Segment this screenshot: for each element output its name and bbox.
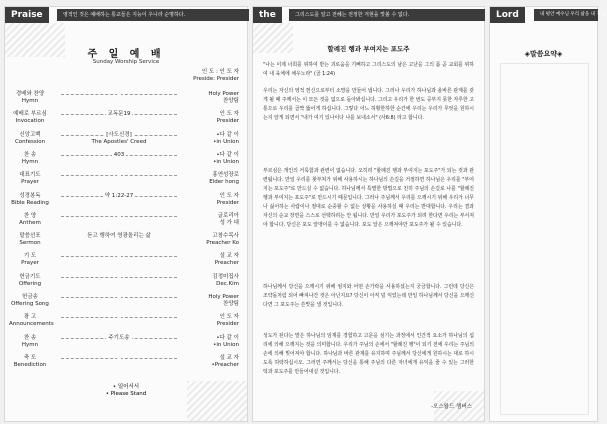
order-item-leader-ko: 인 도 자 bbox=[219, 192, 239, 199]
panel-header bbox=[5, 7, 247, 23]
order-item-leader-en: •in Union bbox=[213, 138, 239, 145]
order-item-en: Bible Reading bbox=[11, 199, 49, 206]
presider-ko: 인 도 : 인 도 자 bbox=[201, 69, 239, 75]
stand-note-ko: • 일어서서 bbox=[112, 384, 140, 390]
order-item-leader bbox=[183, 253, 239, 267]
order-item-en: Announcements bbox=[9, 321, 54, 328]
paragraph-3: 부르심은 개인의 거룩함과 관련이 없습니다. 오히려 "할례진 행과 부여지는 포도주"가 되는 것과 관련됩니다. 만일 우리를 찾부쳐가 위해 사용하시는 하나님의 손길을 거절하면 하나님은 우리를 "부여지는 포도주"로 만드실 수 없습니다. 하나님께서 특별한 방법으로 친히 주님의 손길로 나를 "할례진 행과 부여지는 포도주"로 만드시기 때문입니다. 그러나 주님께서 우리를 으깨시기 위해 우리가 너무나 싫어하는 사람이나 절대로 순종할 수 없는 상황을 사용하실 때 우리는 반대합니다. 우리는 결과 자신의 순교 장면을 스스로 선택하려는 안 됩니다. 만일 우리가 포도주가 되려 한다면 우리는 부서져야 합니다. 당신은 포도 알맹이를 수 없습니다. 포도 알은 으깨져야만 포도주가 될 수 있습니다. bbox=[263, 168, 474, 228]
order-row bbox=[5, 253, 247, 273]
order-item-leader-en: 성 가 대 bbox=[219, 219, 239, 226]
paragraph-2: 우리는 자신의 영적 헌신으로부터 소망을 만들어 냅니다. 그러나 우리가 하나님과 올바른 관계를 갖게 될 때 주께서는 이 모든 것을 없으로 돌아봐십니다. 그리고 우리가 한 번도 공부지 못한 자루한 고통으로 우리를 골짝 뚫어게 하십니다. 그렇다 어느 허황한하한 순간에 우리는 우리가 무엇을 원하시는지 알게 되면서 "내가 여기 있나이다 나를 보내소서" (사6:8) 라고 합니다. bbox=[263, 88, 474, 121]
order-item-detail-text bbox=[117, 355, 121, 361]
order-item-detail-text bbox=[117, 172, 121, 178]
order-item-leader-en: •in Union bbox=[213, 158, 239, 165]
order-item-detail bbox=[61, 91, 177, 98]
order-item-en: Hymn bbox=[21, 98, 39, 104]
order-item-detail-text bbox=[117, 274, 121, 280]
order-item-detail-text: 듣고 행하여 영광돌리는 삶 bbox=[87, 233, 151, 240]
order-item-leader-en: Presider bbox=[216, 321, 239, 328]
header-strip: 영적인 것은 예배하는 통교들은 지능이 우니라 순명하다. bbox=[57, 9, 249, 21]
order-of-worship-panel bbox=[4, 6, 248, 422]
stand-note bbox=[5, 384, 247, 398]
order-item-en: Prayer bbox=[21, 179, 39, 186]
order-item-ko: 성경봉독 bbox=[19, 192, 41, 199]
order-item-leader bbox=[183, 193, 239, 207]
order-item-detail bbox=[61, 152, 177, 159]
order-item-label bbox=[9, 314, 54, 328]
order-item-ko: 헌금송 bbox=[22, 294, 38, 300]
notes-area[interactable] bbox=[500, 63, 589, 415]
order-item-leader-ko: Holy Power bbox=[208, 294, 239, 300]
order-item-detail bbox=[61, 193, 177, 200]
order-item-label bbox=[9, 355, 51, 369]
worship-subtitle: Sunday Worship Service bbox=[92, 59, 160, 65]
order-item-leader-ko: Holy Power bbox=[208, 91, 239, 97]
order-item-leader-en: 찬양팀 bbox=[223, 98, 239, 104]
order-item-leader bbox=[183, 172, 239, 186]
order-item-ko: 찬 송 bbox=[23, 151, 37, 158]
order-item-leader-ko: 김정미집사 bbox=[212, 273, 239, 280]
praise-tag: Praise bbox=[5, 7, 49, 23]
order-item-leader bbox=[183, 111, 239, 125]
order-row bbox=[5, 213, 247, 233]
order-item-ko: 기 도 bbox=[23, 253, 37, 260]
order-item-leader bbox=[183, 274, 239, 288]
order-item-detail bbox=[61, 172, 177, 179]
paragraph-5: 성도가 된다는 말은 하나님의 임재를 경험하고 고문을 섬기는 과정에서 인간적 요소가 하나님의 섭리에 의해 으깨지는 것을 의미합니다. 우리가 주님의 손에서 "할례진 행"이 되기 전에 우리는 주님의 손에 의해 빚어져야 합니다. 하나님과 바른 관계를 유지하며 주님께서 당신에게 원하시는 대로 하시도록 허락하십시오. 그러면 주께서는 당신을 통해 주님의 다른 자녀에게 유익을 줄 수 있는 그러한 떡과 포도주를 만들어내실 것입니다. bbox=[263, 333, 474, 375]
order-row bbox=[5, 111, 247, 131]
order-item-detail-text: [사도신경] bbox=[106, 131, 132, 138]
order-item-ko: 대표기도 bbox=[19, 172, 41, 179]
order-item-ko: 말씀선포 bbox=[19, 233, 41, 240]
sermon-notes-panel bbox=[489, 6, 607, 422]
order-item-ko: 헌금기도 bbox=[19, 273, 41, 280]
the-tag: the bbox=[253, 7, 282, 23]
order-item-label bbox=[9, 233, 51, 247]
order-item-detail bbox=[61, 253, 177, 260]
order-item-detail-text: 교독문19 bbox=[107, 111, 131, 118]
order-item-leader bbox=[183, 132, 239, 146]
order-item-leader-en: •in Union bbox=[213, 341, 239, 348]
order-item-label bbox=[9, 111, 51, 125]
author-credit: -오스왈드 챔버스 bbox=[431, 404, 472, 410]
order-item-en: Confession bbox=[14, 138, 46, 145]
order-item-leader-ko: 홍연성장로 bbox=[212, 172, 239, 179]
order-item-detail-text bbox=[117, 253, 121, 259]
order-item-label bbox=[9, 91, 51, 105]
order-item-en: Offering Song bbox=[11, 301, 49, 307]
header-strip: 내 평안 예수님 우리 삶을 내 가 들 bbox=[534, 9, 598, 21]
order-row bbox=[5, 172, 247, 192]
order-item-label bbox=[9, 335, 51, 349]
presider-label bbox=[183, 69, 239, 83]
order-item-leader-en: Elder hong bbox=[209, 179, 239, 186]
order-item-detail bbox=[61, 274, 177, 281]
order-row bbox=[5, 132, 247, 152]
order-item-ko: 찬 송 bbox=[23, 334, 37, 341]
sermon-summary-title: ◈말씀요약◈ bbox=[524, 50, 563, 58]
order-item-detail bbox=[61, 335, 177, 342]
order-item-leader bbox=[183, 152, 239, 166]
order-item-detail-text bbox=[117, 294, 121, 300]
lord-tag: Lord bbox=[490, 7, 525, 23]
order-item-ko: 축 도 bbox=[23, 354, 37, 361]
order-item-en: Anthem bbox=[19, 219, 41, 226]
order-item-leader-en: Preacher bbox=[214, 260, 239, 267]
order-item-leader-en: Presider bbox=[216, 118, 239, 125]
order-item-leader bbox=[183, 233, 239, 247]
order-item-detail-text: 약 1:22-27 bbox=[104, 192, 134, 199]
order-item-en: Prayer bbox=[21, 260, 39, 267]
order-item-leader bbox=[183, 314, 239, 328]
order-item-ko: 광 고 bbox=[23, 314, 37, 321]
order-row bbox=[5, 193, 247, 213]
order-item-detail bbox=[61, 111, 177, 118]
order-item-ko: 경배와 찬양 bbox=[15, 91, 45, 97]
order-item-ko: 찬 양 bbox=[23, 212, 37, 219]
order-item-leader bbox=[183, 355, 239, 369]
order-item-label bbox=[9, 274, 51, 288]
order-row bbox=[5, 233, 247, 253]
order-item-leader-ko: •다 같 이 bbox=[216, 334, 239, 341]
order-item-ko: 신앙고백 bbox=[19, 131, 41, 138]
header-strip: 그리스도를 알고 전혜는 전정한 겨현을 맛볼 수 없다. bbox=[289, 9, 485, 21]
order-item-detail bbox=[61, 314, 177, 321]
order-item-detail-text: 403 bbox=[113, 151, 125, 158]
order-item-label bbox=[9, 193, 51, 207]
order-item-leader-ko: •다 같 이 bbox=[216, 151, 239, 158]
order-item-detail-subtext: The Apostles' Creed bbox=[91, 138, 147, 145]
order-item-leader-en: •Preacher bbox=[211, 361, 239, 368]
order-row bbox=[5, 274, 247, 294]
order-row bbox=[5, 335, 247, 355]
order-row bbox=[5, 355, 247, 375]
panel-header bbox=[490, 7, 607, 23]
order-item-detail-text bbox=[117, 91, 121, 97]
order-item-label bbox=[9, 152, 51, 166]
order-item-en: Invocation bbox=[15, 118, 45, 125]
order-item-en: Benediction bbox=[13, 361, 47, 368]
order-item-leader-ko: 고창수목사 bbox=[212, 233, 239, 240]
order-item-detail-text bbox=[117, 314, 121, 320]
order-item-leader-ko: 인 도 자 bbox=[219, 314, 239, 321]
order-item-leader-ko: •다 같 이 bbox=[216, 131, 239, 138]
order-item-en: Hymn bbox=[21, 341, 39, 348]
order-row bbox=[5, 294, 247, 314]
order-item-detail bbox=[61, 233, 177, 240]
order-item-leader bbox=[183, 335, 239, 349]
order-item-leader bbox=[183, 294, 239, 308]
order-item-detail-text bbox=[117, 213, 121, 219]
order-item-detail bbox=[61, 294, 177, 301]
order-item-label bbox=[9, 294, 51, 308]
order-item-en: Hymn bbox=[21, 158, 39, 165]
order-item-en: Offering bbox=[18, 280, 42, 287]
devotional-panel bbox=[252, 6, 485, 422]
order-item-label bbox=[9, 132, 51, 146]
order-item-leader-ko: 설 교 자 bbox=[219, 253, 239, 260]
presider-en: Preside: Presider bbox=[193, 76, 239, 82]
order-item-leader-en: 찬양팀 bbox=[223, 301, 239, 307]
order-item-label bbox=[9, 172, 51, 186]
order-item-leader-en: Presider bbox=[216, 199, 239, 206]
panel-header bbox=[253, 7, 484, 23]
order-item-detail bbox=[61, 355, 177, 362]
order-item-detail bbox=[61, 132, 177, 146]
order-item-leader-en: Dec.Kim bbox=[216, 280, 239, 287]
order-item-leader bbox=[183, 91, 239, 105]
order-item-leader-ko: 설 교 자 bbox=[219, 354, 239, 361]
order-item-leader-ko: 인 도 자 bbox=[219, 111, 239, 118]
paragraph-4: 하나님께서 당신을 으깨시기 위해 엄지와 어떤 손가락을 사용하셨는지 궁금합니다. 그런데 당신은 조약돌처럼 되어 빠져나간 것은 아닌지요? 당신이 아직 덜 익었는데 만일 하나님께서 당신을 으깨신다면 그 포도주는 쓴맛을 낼 것입니다. bbox=[263, 284, 474, 308]
order-item-label bbox=[9, 253, 51, 267]
order-item-label bbox=[9, 213, 51, 227]
order-row bbox=[5, 91, 247, 111]
order-item-detail-text: 주기도송 bbox=[108, 334, 130, 341]
stand-note-en: • Please Stand bbox=[105, 391, 147, 397]
order-item-detail bbox=[61, 213, 177, 220]
devotional-title: 할례진 행과 부여지는 포도주 bbox=[327, 45, 410, 53]
order-row bbox=[5, 152, 247, 172]
order-item-leader bbox=[183, 213, 239, 227]
order-item-ko: 예배로 부르심 bbox=[13, 111, 47, 118]
paragraph-1: "나는 이제 너희를 위하여 받는 괴로움을 기뻐하고 그리스도의 남은 고난을 그의 몸 곧 교회를 위하여 내 육체에 채우노라" (골 1:24) bbox=[263, 62, 474, 77]
presider-line bbox=[5, 69, 247, 89]
worship-title: 주 일 예 배 bbox=[87, 49, 165, 60]
order-row bbox=[5, 314, 247, 334]
order-item-leader-en: Preacher Ko bbox=[206, 240, 239, 247]
order-item-leader-ko: 글로리아 bbox=[217, 212, 239, 219]
order-item-en: Sermon bbox=[19, 240, 41, 247]
